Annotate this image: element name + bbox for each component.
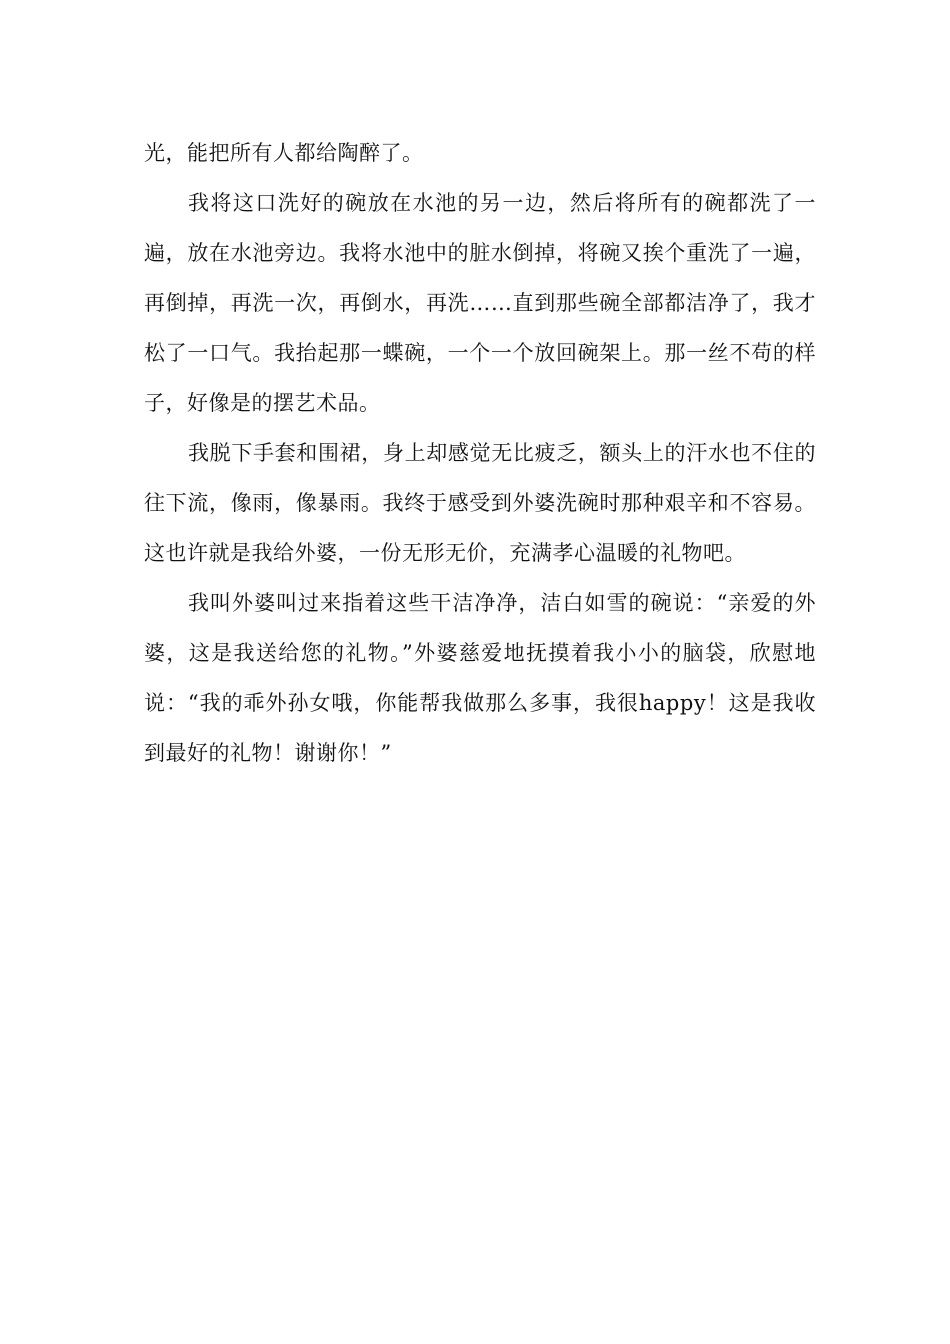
paragraph-1: 光，能把所有人都给陶醉了。 bbox=[144, 141, 424, 165]
paragraph-4: 我叫外婆叫过来指着这些干洁净净，洁白如雪的碗说：“亲爱的外婆，这是我送给您的礼物。”外婆慈爱地抚摸着我小小的脑袋，欣慰地说：“我的乖外孙女哦，你能帮我做那么多事，我很happy！这是我收到最好的礼物！谢谢你！” bbox=[144, 591, 816, 765]
paragraph-3: 我脱下手套和围裙，身上却感觉无比疲乏，额头上的汗水也不住的往下流，像雨，像暴雨。我终于感受到外婆洗碗时那种艰辛和不容易。这也许就是我给外婆，一份无形无价，充满孝心温暖的礼物吧。 bbox=[144, 441, 816, 565]
document-body bbox=[144, 128, 816, 778]
paragraph-2: 我将这口洗好的碗放在水池的另一边，然后将所有的碗都洗了一遍，放在水池旁边。我将水池中的脏水倒掉，将碗又挨个重洗了一遍，再倒掉，再洗一次，再倒水，再洗……直到那些碗全部都洁净了，我才松了一口气。我抬起那一蝶碗，一个一个放回碗架上。那一丝不苟的样子，好像是的摆艺术品。 bbox=[144, 191, 816, 415]
